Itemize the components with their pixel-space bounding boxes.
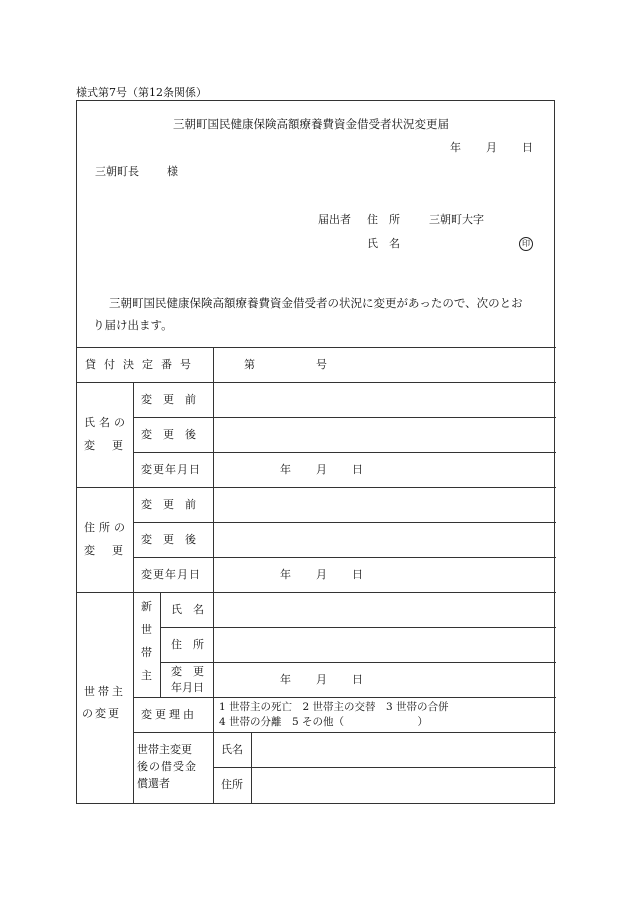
applicant-name-label: 氏 名: [367, 237, 400, 250]
address-change-header-2: 変 更: [84, 544, 126, 557]
rule-repayer-col-a: [213, 732, 214, 804]
rule-address-row1: [133, 522, 556, 523]
new-householder-date-year: 年: [280, 673, 291, 686]
rule-address-top: [77, 487, 556, 488]
householder-change-header-1: 世帯主: [84, 685, 126, 698]
rule-householder-top: [77, 592, 556, 593]
householder-change-header-2: の変更: [82, 707, 121, 720]
new-householder-name-label: 氏 名: [171, 603, 204, 616]
statement-line-1: 三朝町国民健康保険高額療養費資金借受者の状況に変更があったので、次のとお: [109, 296, 523, 310]
rule-name-row1: [133, 417, 556, 418]
repayer-label-3: 償還者: [137, 777, 170, 790]
new-householder-address-label: 住 所: [171, 638, 204, 651]
name-change-after-label: 変 更 後: [141, 428, 196, 441]
name-change-date-year: 年: [280, 463, 291, 476]
name-change-before-label: 変 更 前: [141, 393, 196, 406]
notification-form: [76, 100, 555, 804]
address-change-date-year: 年: [280, 568, 291, 581]
addressee-honorific: 様: [167, 165, 178, 178]
rule-name-row2: [133, 452, 556, 453]
rule-repayer-col-b: [251, 732, 252, 804]
loan-number-suffix: 号: [316, 358, 327, 371]
date-year-label: 年: [450, 141, 461, 154]
change-reason-label: 変更理由: [141, 708, 197, 721]
new-householder-date-month: 月: [316, 673, 327, 686]
address-change-after-label: 変 更 後: [141, 533, 196, 546]
new-householder-date-label-2: 年月日: [171, 681, 204, 694]
rule-new-householder-col: [160, 592, 161, 697]
form-number: 様式第7号（第12条関係）: [76, 86, 207, 99]
form-title: 三朝町国民健康保険高額療養費資金借受者状況変更届: [173, 117, 449, 131]
name-change-date-label: 変更年月日: [141, 463, 201, 476]
date-day-label: 日: [522, 141, 533, 154]
date-month-label: 月: [486, 141, 497, 154]
rule-hh-row2: [160, 662, 556, 663]
applicant-address-field[interactable]: 三朝町大字: [429, 213, 484, 226]
rule-hh-row1: [160, 627, 556, 628]
loan-number-prefix: 第: [244, 358, 255, 371]
address-change-date-day: 日: [352, 568, 363, 581]
new-householder-char-2: 世: [141, 623, 152, 636]
name-change-date-month: 月: [316, 463, 327, 476]
address-change-header-1: 住所の: [84, 521, 129, 534]
repayer-label-2: 後の借受金: [137, 760, 197, 773]
seal-mark: 印: [519, 237, 533, 251]
new-householder-date-day: 日: [352, 673, 363, 686]
applicant-label: 届出者: [318, 213, 351, 226]
repayer-address-label: 住所: [221, 778, 243, 791]
rule-loan-top: [77, 347, 556, 348]
new-householder-char-1: 新: [141, 600, 152, 613]
name-change-header-1: 氏名の: [84, 416, 129, 429]
new-householder-char-4: 主: [141, 669, 152, 682]
change-reasons-line-1: 1 世帯主の死亡 2 世帯主の交替 3 世帯の合併: [219, 701, 449, 713]
address-change-before-label: 変 更 前: [141, 498, 196, 511]
rule-hh-row5: [213, 767, 556, 768]
name-change-date-day: 日: [352, 463, 363, 476]
rule-label-col-b: [213, 347, 214, 732]
change-reasons-line-2: 4 世帯の分離 5 その他（ ）: [219, 716, 429, 728]
name-change-header-2: 変 更: [84, 439, 126, 452]
rule-label-col-a: [133, 382, 134, 804]
statement-line-2: り届け出ます。: [93, 318, 173, 332]
address-change-date-month: 月: [316, 568, 327, 581]
new-householder-char-3: 帯: [141, 646, 152, 659]
rule-address-row2: [133, 557, 556, 558]
new-householder-date-label-1: 変 更: [171, 665, 204, 678]
addressee-name: 三朝町長: [95, 165, 139, 178]
repayer-name-label: 氏名: [221, 743, 243, 756]
applicant-address-label: 住 所: [367, 213, 400, 226]
address-change-date-label: 変更年月日: [141, 568, 201, 581]
rule-name-top: [77, 382, 556, 383]
rule-hh-row4: [133, 732, 556, 733]
rule-hh-row3: [133, 697, 556, 698]
repayer-label-1: 世帯主変更: [137, 743, 192, 756]
loan-number-label: 貸付決定番号: [85, 358, 199, 371]
